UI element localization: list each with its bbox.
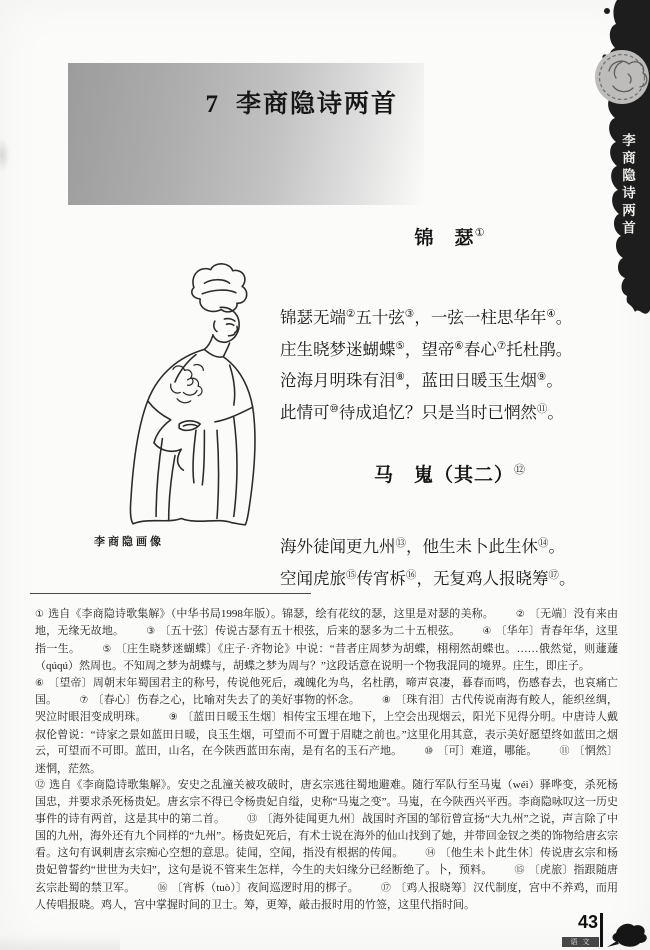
scan-shadow <box>0 934 120 950</box>
footnote-group <box>35 675 618 777</box>
poem-title-jinse <box>280 222 620 250</box>
footnote-item <box>424 745 537 757</box>
footnote-text: 〔宵柝（tuò）〕夜间巡逻时用的梆子。 <box>171 881 359 894</box>
footnote-number: ⑯ <box>157 882 168 894</box>
poem-title-text: 马 嵬（其二） <box>373 465 514 486</box>
footnote-number: ⑤ <box>102 643 112 655</box>
footnote-number: ⑭ <box>425 847 436 859</box>
poem-line: 此情可⑩待成追忆？只是当时已惘然⑪。 <box>280 402 564 422</box>
footnote-number: ⑦ <box>79 695 89 707</box>
poem-title-note: ⑫ <box>514 464 526 476</box>
sidebar-vertical-title: 李商隐诗两首 <box>620 133 635 238</box>
footnote-text: 〔庄生晓梦迷蝴蝶〕《庄子·齐物论》中说：“昔者庄周梦为胡蝶，栩栩然胡蝶也。……俄然觉，则蘧蘧（qúqú）然周也。不知周之梦为胡蝶与，胡蝶之梦为周与？”这段话意在说明一个物我混同的境界。庄生，即庄子。 <box>35 642 618 673</box>
poem-line: 海外徒闻更九州⑬，他生未卜此生休⑭。 <box>280 537 565 556</box>
ink-blob-icon <box>604 917 650 950</box>
footnote-item <box>35 608 494 620</box>
portrait-line-drawing-icon <box>70 260 280 526</box>
lesson-title: 李商隐诗两首 <box>235 91 398 118</box>
poem-line: 锦瑟无端②五十弦③，一弦一柱思华年④。 <box>280 308 573 327</box>
footnote-item <box>35 643 618 672</box>
footnote-text: 〔珠有泪〕古代传说南海有鲛人，能织丝绸，哭泣时眼泪变成明珠。 <box>35 694 619 724</box>
footnote-text: 〔春心〕伤春之心，比喻对失去了的美好事物的怀念。 <box>92 694 361 707</box>
lesson-title-line <box>205 84 398 120</box>
footnote-number: ④ <box>482 626 492 638</box>
footnote-number: ⑮ <box>514 865 525 877</box>
footnote-text: 〔五十弦〕传说古瑟有五十根弦，后来的瑟多为二十五根弦。 <box>159 625 461 638</box>
footnote-number: ⑥ <box>35 677 45 689</box>
page-footer-imprint: 语文 <box>570 938 595 946</box>
lesson-number: 7 <box>205 91 220 118</box>
footnote-number: ③ <box>146 626 156 638</box>
footnote-text: 选自《李商隐诗歌集解》（中华书局1998年版）。锦瑟，绘有花纹的瑟，这里是对瑟的美称。 <box>48 608 494 620</box>
page-number: 43 <box>577 912 598 932</box>
ink-brush-edge <box>595 0 650 330</box>
footnote-number: ⑧ <box>382 695 392 707</box>
footnote-text: 〔惘然〕迷惘，茫然。 <box>35 745 619 775</box>
footnote-number: ⑪ <box>559 746 570 758</box>
footnote-number: ① <box>35 609 45 620</box>
poem-line: 空闻虎旅⑮传宵柝⑯，无复鸡人报晓筹⑰。 <box>280 568 576 588</box>
footnote-text: 〔海外徒闻更九州〕战国时齐国的邹衍曾宣扬“大九州”之说，声言除了中国的九州，海外还有九个同样的“九州”。杨贵妃死后，有术士说在海外的仙山找到了她，并带回金钗之类的饰物给唐玄宗看。这句有讽刺唐玄宗痴心空想的意思。徒闻，空闻，指没有根据的传闻。 <box>35 812 619 859</box>
footnote-item <box>157 882 358 894</box>
footnote-number: ⑨ <box>168 712 178 724</box>
footnote-number: ⑬ <box>247 813 258 825</box>
footnote-number: ⑩ <box>424 746 434 758</box>
poem-jinse-body <box>280 301 620 427</box>
footnote-group <box>35 606 618 675</box>
li-shangyin-portrait-figure <box>70 260 282 549</box>
page-number-divider <box>600 913 603 947</box>
embroidery-pattern-icon <box>171 365 204 403</box>
footnote-text: 〔鸡人报晓筹〕汉代制度，宫中不养鸡，而用人传唱报晓。鸡人，宫中掌握时间的卫士。筹，更筹，敲击报时用的竹签，这里代指时间。 <box>35 881 619 911</box>
footnote-text: 〔华年〕青春年华，这里指一生。 <box>35 625 619 655</box>
footnote-text: 〔蓝田日暖玉生烟〕相传宝玉埋在地下，上空会出现烟云，阳光下见得分明。中唐诗人戴叔伦曾说：“诗家之景如蓝田日暖，良玉生烟，可望而不可置于眉睫之前也。”这里化用其意，表示美好愿望终如蓝田之烟云，可望而不可即。蓝田，山名，在今陕西蓝田东南，是有名的玉石产地。 <box>35 711 619 758</box>
footnote-text: 选自《李商隐诗歌集解》。安史之乱潼关被攻破时，唐玄宗逃往蜀地避难。随行军队行至马嵬（wéi）驿哗变，杀死杨国忠，并要求杀死杨贵妃。唐玄宗不得已令杨贵妃自缢，史称“马嵬之变”。马嵬，在今陕西兴平西。李商隐咏叹这一历史事件的诗有两首，这是其中的第二首。 <box>35 779 618 825</box>
footnote-text: 〔无端〕没有来由地，无缘无故地。 <box>35 608 618 638</box>
phoenix-seal-icon <box>595 50 649 104</box>
footnote-text: 〔可〕难道，哪能。 <box>437 745 538 758</box>
footnotes <box>35 606 618 913</box>
footnote-item <box>79 694 360 706</box>
footnote-number: ⑫ <box>35 780 46 792</box>
poem-mawei-body <box>280 530 620 593</box>
poem-line: 庄生晓梦迷蝴蝶⑤，望帝⑥春心⑦托杜鹃。 <box>280 339 573 359</box>
footnote-number: ② <box>515 609 525 620</box>
footnote-text: 〔望帝〕周朝末年蜀国君主的称号，传说他死后，魂魄化为鸟，名杜鹃，啼声哀凄，暮春而鸣，伤感春去，也哀痛亡国。 <box>35 676 619 707</box>
lesson-title-band <box>68 63 424 205</box>
footnote-item <box>146 625 460 637</box>
poem-title-text: 锦 瑟 <box>414 228 475 249</box>
poem-line: 沧海月明珠有泪⑧，蓝田日暖玉生烟⑨。 <box>280 371 563 390</box>
poem-section <box>280 222 620 593</box>
illustration-caption: 李商隐画像 <box>94 536 164 548</box>
poem-title-mawei <box>280 459 620 487</box>
footnote-text: 〔虎旅〕指跟随唐玄宗赴蜀的禁卫军。 <box>35 864 619 894</box>
footnote-number: ⑰ <box>380 882 392 894</box>
poem-title-note: ① <box>474 227 486 239</box>
page-footer-imprint-band <box>562 937 599 947</box>
scan-smudge <box>0 138 10 172</box>
footnote-text: 〔他生未卜此生休〕传说唐玄宗和杨贵妃曾誓约“世世为夫妇”，这句是说不管来生怎样，今生的夫妇缘分已经断绝了。卜，预料。 <box>35 846 619 877</box>
footnote-group <box>35 777 618 913</box>
footnote-separator <box>30 593 311 594</box>
